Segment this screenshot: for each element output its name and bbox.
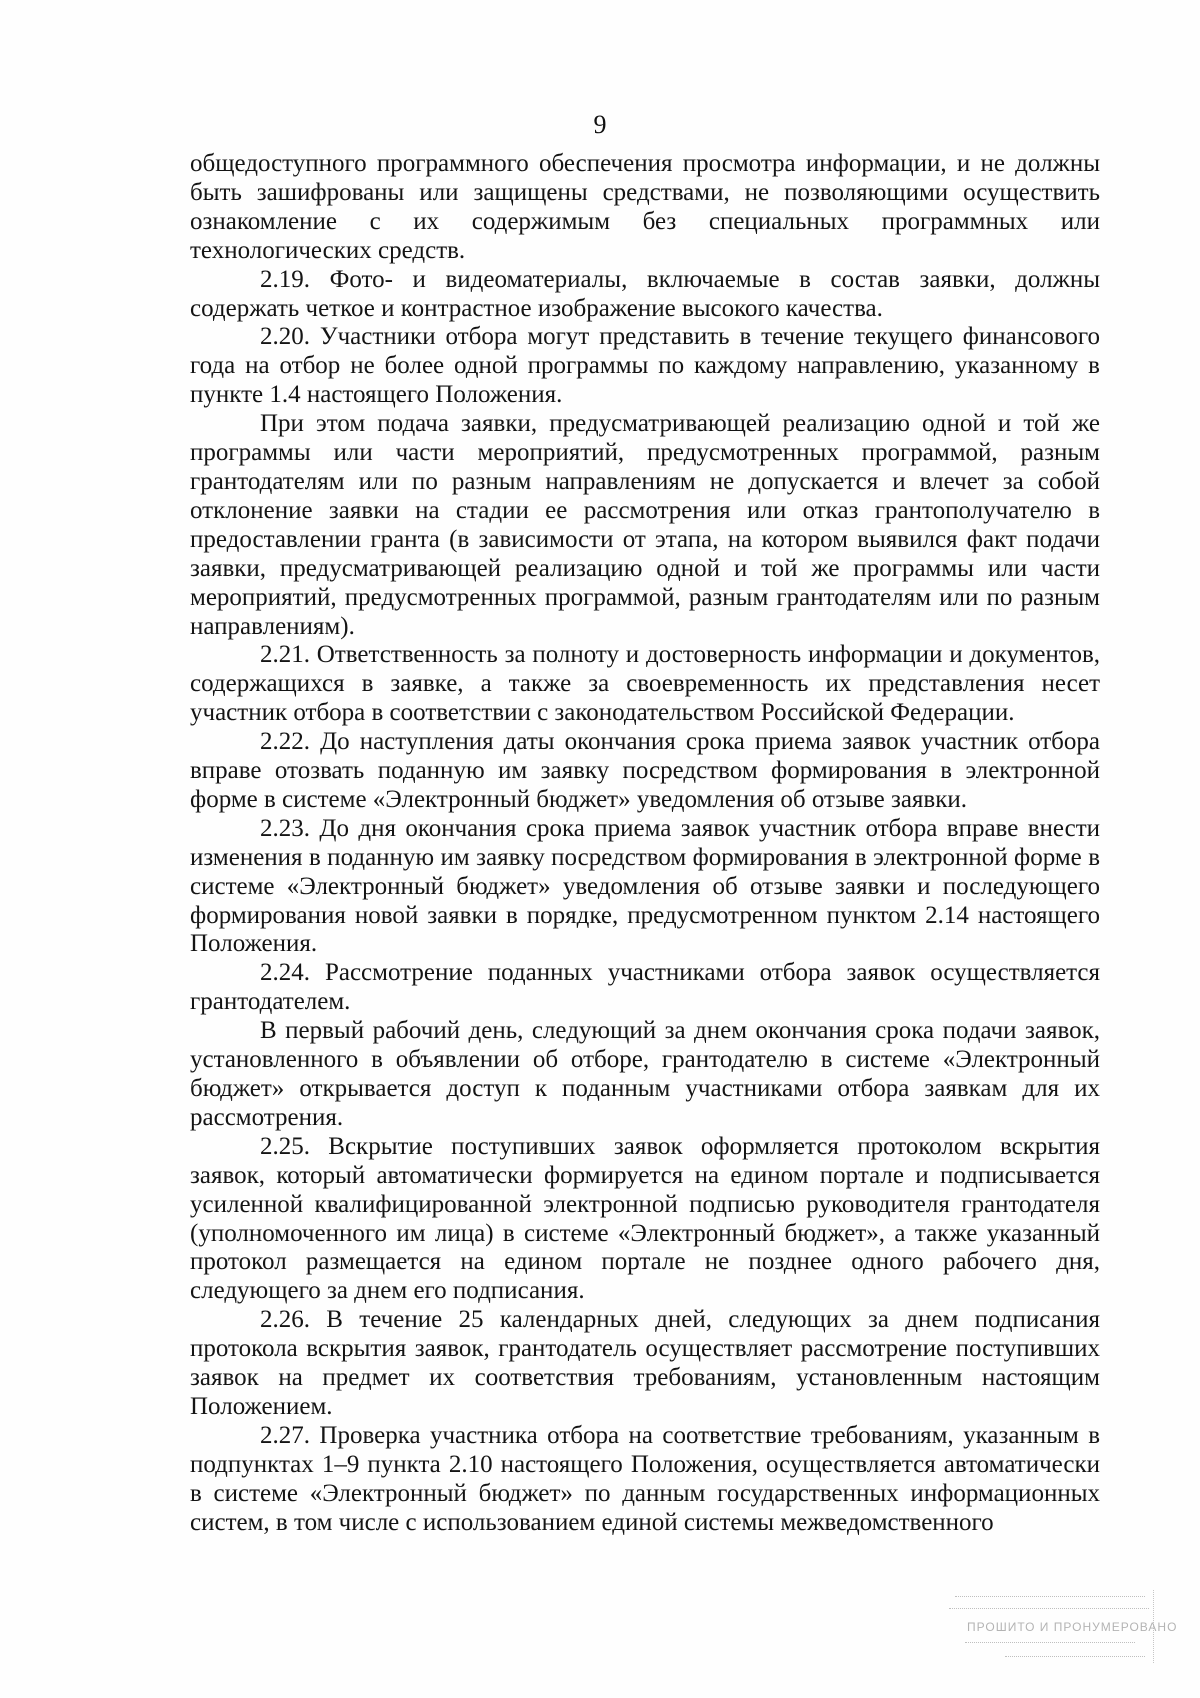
stamp-line [965, 1642, 1135, 1643]
paragraph-2-20-note: При этом подача заявки, предусматривающей реализацию одной и той же программы или части мероприятий, предусмотренных программой, разным грантодателям или по разным направлениям не допускается и влечет за собой отклонение заявки на стадии ее рассмотрения или отказ грантополучателю в предоставлении гранта (в зависимости от этапа, на котором выявился факт подачи заявки, предусматривающей реализацию одной и той же программы или части мероприятий, предусмотренных программой, разным грантодателям или по разным направлениям). [190, 410, 1100, 640]
paragraph-2-22: 2.22. До наступления даты окончания срока приема заявок участник отбора вправе отозвать поданную им заявку посредством формирования в электронной форме в системе «Электронный бюджет» уведомления об отзыве заявки. [190, 728, 1100, 813]
paragraph-2-20: 2.20. Участники отбора могут представить в течение текущего финансового года на отбор не более одной программы по каждому направлению, указанному в пункте 1.4 настоящего Положения. [190, 323, 1100, 409]
paragraph-2-21: 2.21. Ответственность за полноту и достоверность информации и документов, содержащихся в заявке, а также за своевременность их представления несет участник отбора в соответствии с законодательством Российской Федерации. [190, 641, 1100, 727]
document-body [190, 150, 1100, 1538]
paragraph-2-26: 2.26. В течение 25 календарных дней, следующих за днем подписания протокола вскрытия заявок, грантодатель осуществляет рассмотрение поступивших заявок на предмет их соответствия требованиям, установленным настоящим Положением. [190, 1306, 1100, 1420]
stamp-label: ПРОШИТО И ПРОНУМЕРОВАНО [967, 1620, 1178, 1634]
paragraph-2-24: 2.24. Рассмотрение поданных участниками отбора заявок осуществляется грантодателем. [190, 959, 1100, 1016]
stamp-line [1005, 1656, 1145, 1657]
paragraph-continuation: общедоступного программного обеспечения просмотра информации, и не должны быть зашифрованы или защищены средствами, не позволяющими осуществить ознакомление с их содержимым без специальных программных или технологических средств. [190, 150, 1100, 264]
page-number: 9 [593, 110, 607, 139]
paragraph-2-24-access: В первый рабочий день, следующий за днем окончания срока подачи заявок, установленного в объявлении об отборе, грантодателю в системе «Электронный бюджет» открывается доступ к поданным участниками отбора заявкам для их рассмотрения. [190, 1017, 1100, 1131]
stamp-line [949, 1608, 1149, 1609]
paragraph-2-19: 2.19. Фото- и видеоматериалы, включаемые в состав заявки, должны содержать четкое и контрастное изображение высокого качества. [190, 265, 1100, 322]
paragraph-2-25: 2.25. Вскрытие поступивших заявок оформляется протоколом вскрытия заявок, который автоматически формируется на едином портале и подписывается усиленной квалифицированной электронной подписью руководителя грантодателя (уполномоченного им лица) в системе «Электронный бюджет», а также указанный протокол размещается на едином портале не позднее одного рабочего дня, следующего за днем его подписания. [190, 1132, 1100, 1305]
paragraph-2-23: 2.23. До дня окончания срока приема заявок участник отбора вправе внести изменения в поданную им заявку посредством формирования в электронной форме в системе «Электронный бюджет» уведомления об отзыве заявки и последующего формирования новой заявки в порядке, предусмотренном пунктом 2.14 настоящего Положения. [190, 814, 1100, 958]
binding-stamp [945, 1590, 1178, 1665]
stamp-line [955, 1596, 1145, 1597]
paragraph-2-27: 2.27. Проверка участника отбора на соответствие требованиям, указанным в подпунктах 1–9 пункта 2.10 настоящего Положения, осуществляется автоматически в системе «Электронный бюджет» по данным государственных информационных систем, в том числе с использованием единой системы межведомственного [190, 1421, 1100, 1536]
